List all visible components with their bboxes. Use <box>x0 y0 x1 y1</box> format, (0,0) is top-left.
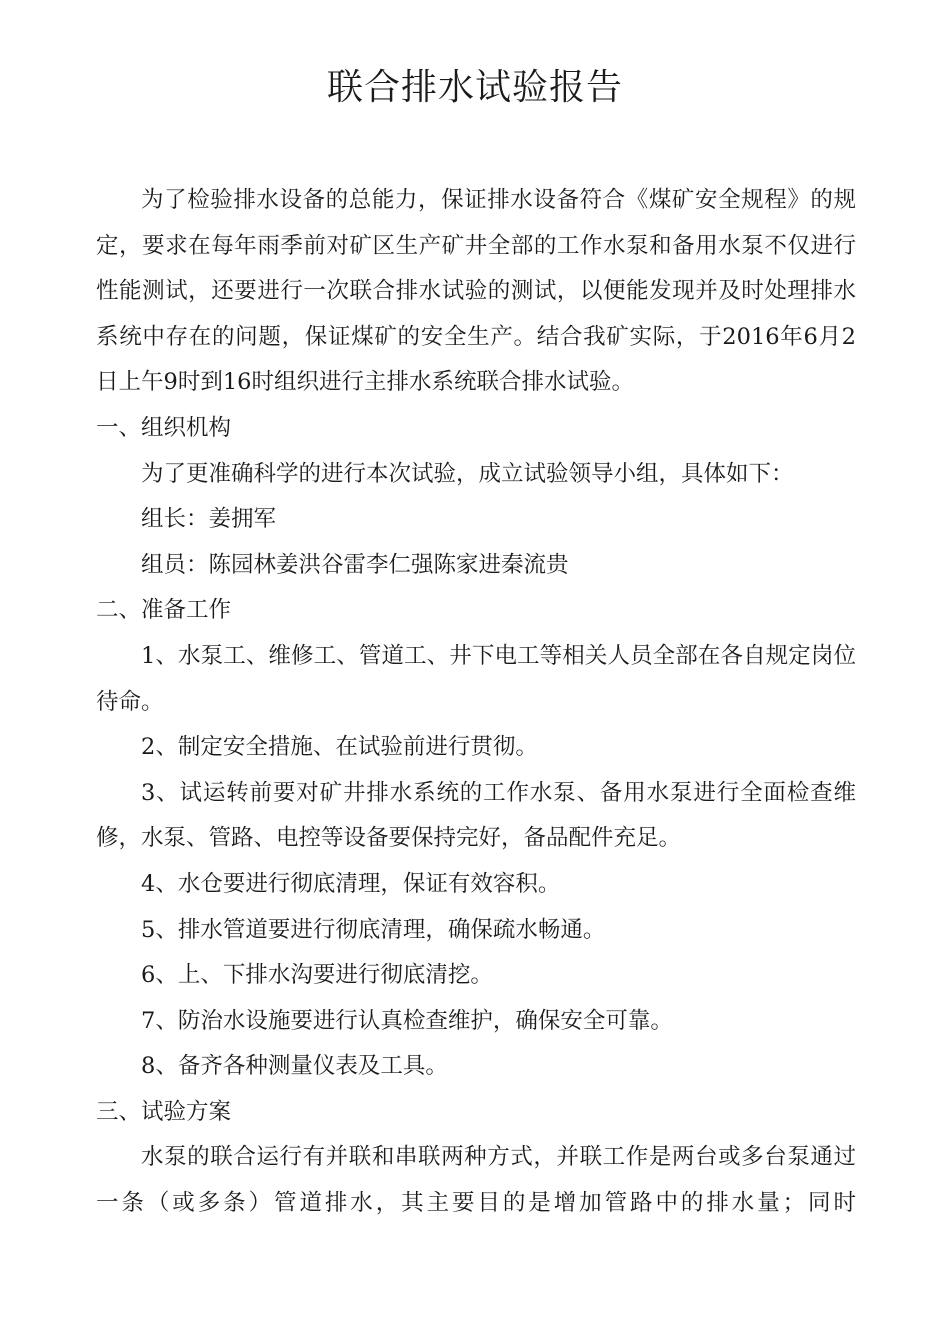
section-3-heading: 三、试验方案 <box>96 1098 232 1125</box>
prep-item-8: 8、备齐各种测量仪表及工具。 <box>141 1053 448 1080</box>
section-3-text: 水泵的联合运行有并联和串联两种方式，并联工作是两台或多台泵通过一条（或多条）管道排水，其主要目的是增加管路中的排水量；同时 <box>96 1144 856 1217</box>
prep-item-7: 7、防治水设施要进行认真检查维护，确保安全可靠。 <box>141 1007 673 1034</box>
team-members: 组员：陈园林姜洪谷雷李仁强陈家进秦流贵 <box>141 551 569 578</box>
prep-item-5: 5、排水管道要进行彻底清理，确保疏水畅通。 <box>141 916 606 943</box>
prep-item-2: 2、制定安全措施、在试验前进行贯彻。 <box>141 734 538 761</box>
section-2-heading: 二、准备工作 <box>96 597 232 624</box>
team-leader: 组长：姜拥军 <box>141 506 277 533</box>
document-body <box>96 178 856 1227</box>
document-title: 联合排水试验报告 <box>326 67 623 108</box>
intro-paragraph: 为了检验排水设备的总能力，保证排水设备符合《煤矿安全规程》的规定，要求在每年雨季前对矿区生产矿井全部的工作水泵和备用水泵不仅进行性能测试，还要进行一次联合排水试验的测试，以便能发现并及时处理排水系统中存在的问题，保证煤矿的安全生产。结合我矿实际，于2016年6月2日上午9时到16时组织进行主排水系统联合排水试验。 <box>96 187 856 396</box>
section-1-text: 为了更准确科学的进行本次试验，成立试验领导小组，具体如下： <box>141 460 794 487</box>
prep-item-3: 3、试运转前要对矿井排水系统的工作水泵、备用水泵进行全面检查维修，水泵、管路、电控等设备要保持完好，备品配件充足。 <box>96 779 856 852</box>
prep-item-6: 6、上、下排水沟要进行彻底清挖。 <box>141 962 493 989</box>
prep-item-1: 1、水泵工、维修工、管道工、井下电工等相关人员全部在各自规定岗位待命。 <box>96 642 856 715</box>
prep-item-4: 4、水仓要进行彻底清理，保证有效容积。 <box>141 870 561 897</box>
section-1-heading: 一、组织机构 <box>96 414 232 441</box>
